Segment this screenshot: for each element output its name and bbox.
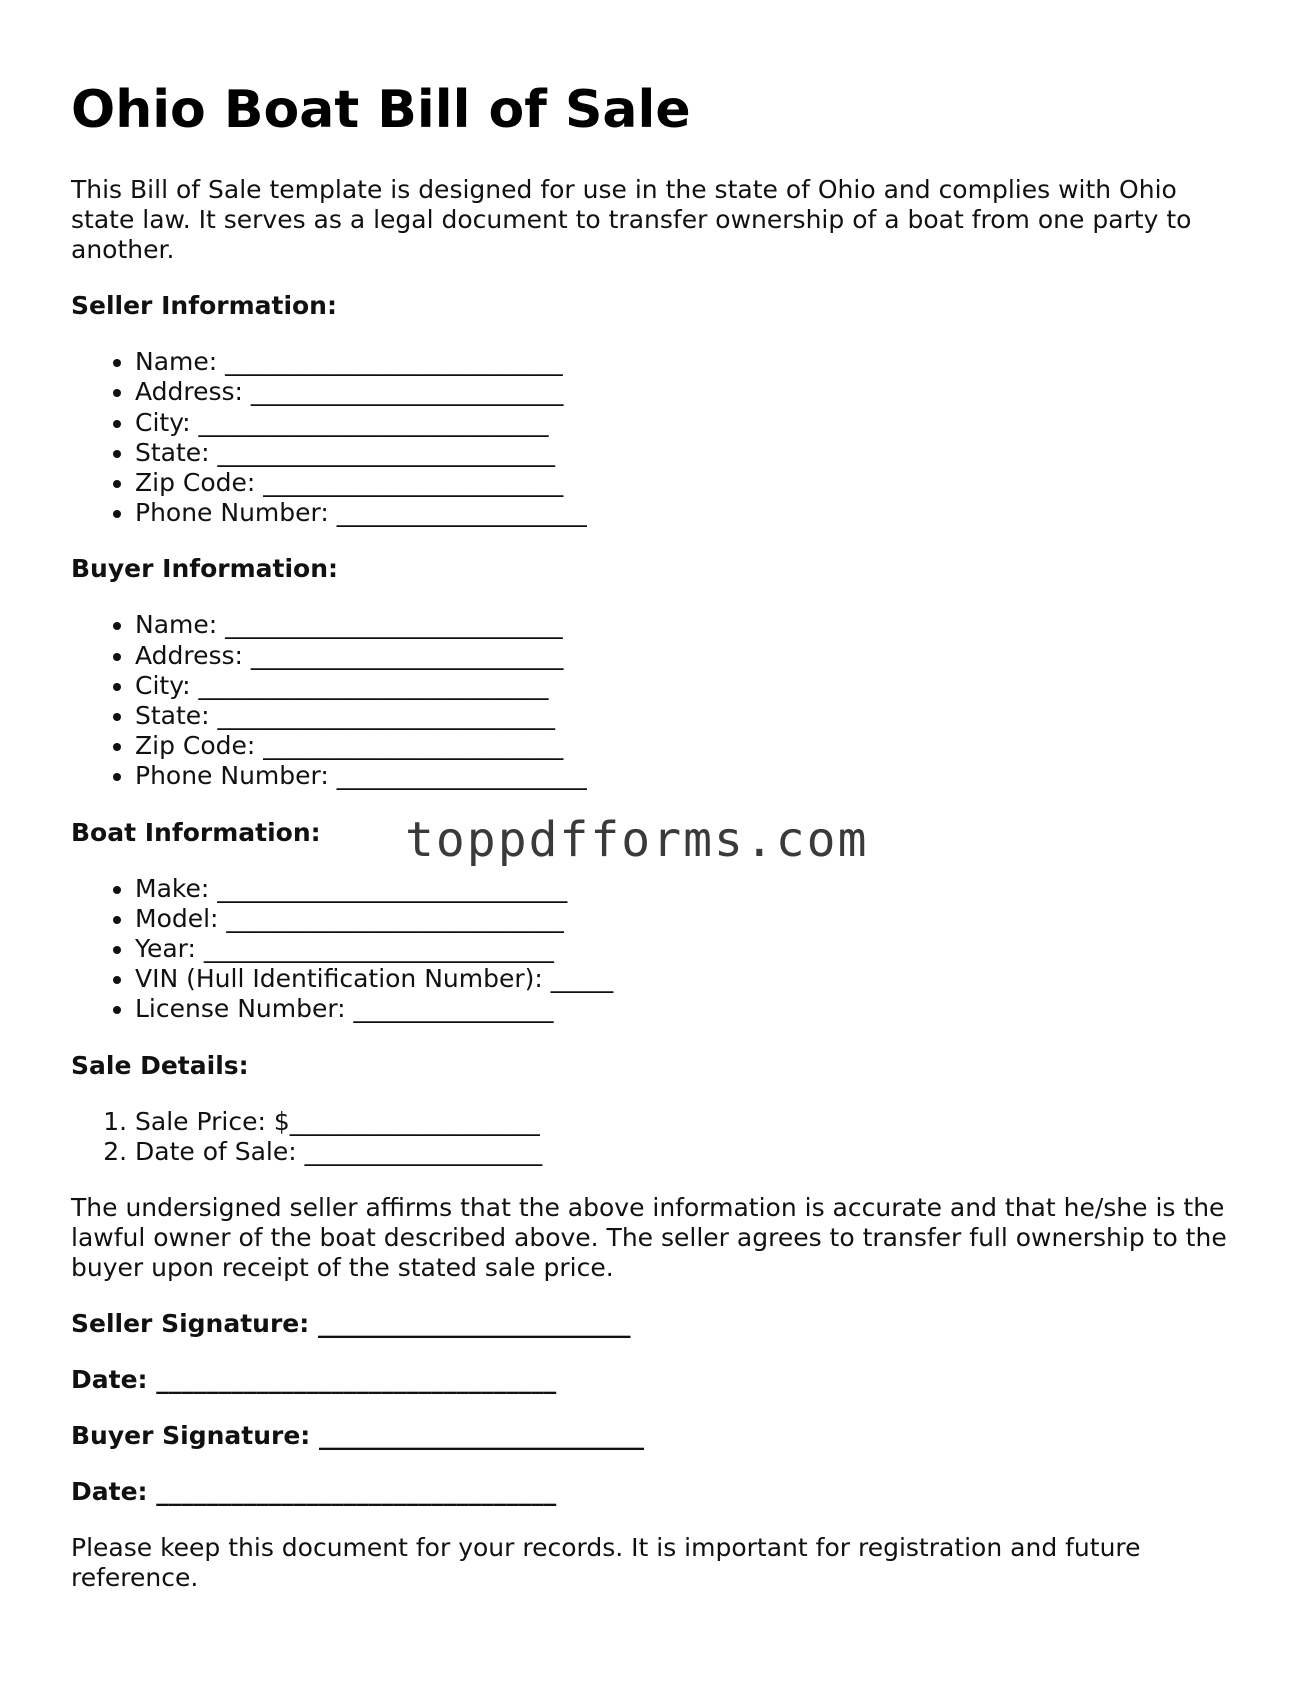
boat-model-field: • Model: ___________________________ (135, 904, 1241, 934)
buyer-zip-field: • Zip Code: ________________________ (135, 731, 1241, 761)
page-title: Ohio Boat Bill of Sale (71, 80, 691, 140)
seller-address-field: • Address: _________________________ (135, 377, 1241, 407)
sale-price-field: 1. Sale Price: $____________________ (135, 1107, 1241, 1137)
boat-make-field: • Make: ____________________________ (135, 874, 1241, 904)
watermark: toppdfforms.com (405, 812, 869, 868)
buyer-section-heading: Buyer Information: (71, 554, 339, 584)
boat-license-field: • License Number: ________________ (135, 994, 1241, 1024)
buyer-signature-line: Buyer Signature: __________________________ (71, 1421, 645, 1451)
buyer-name-field: • Name: ___________________________ (135, 610, 1241, 640)
buyer-address-field: • Address: _________________________ (135, 641, 1241, 671)
seller-section-heading: Seller Information: (71, 291, 337, 321)
seller-date-line: Date: ________________________________ (71, 1365, 557, 1395)
sale-field-list (71, 1107, 1241, 1167)
buyer-field-list (71, 610, 1241, 791)
seller-city-field: • City: ____________________________ (135, 408, 1241, 438)
buyer-city-field: • City: ____________________________ (135, 671, 1241, 701)
seller-field-list (71, 347, 1241, 528)
seller-phone-field: • Phone Number: ____________________ (135, 498, 1241, 528)
sale-date-field: 2. Date of Sale: ___________________ (135, 1137, 1241, 1167)
boat-section-heading: Boat Information: (71, 817, 321, 847)
buyer-state-field: • State: ___________________________ (135, 701, 1241, 731)
affirmation-paragraph: The undersigned seller affirms that the above information is accurate and that he/she is the lawful owner of the boat described above. The seller agrees to transfer full ownership to the buyer upon receipt of the stated sale price. (71, 1193, 1227, 1283)
seller-signature-line: Seller Signature: _________________________ (71, 1309, 631, 1339)
boat-vin-field: • VIN (Hull Identification Number): _____ (135, 964, 1241, 994)
boat-year-field: • Year: ____________________________ (135, 934, 1241, 964)
boat-field-list (71, 874, 1241, 1025)
intro-paragraph: This Bill of Sale template is designed for use in the state of Ohio and complies with Ohio state law. It serves as a legal document to transfer ownership of a boat from one party to another. (71, 175, 1192, 265)
buyer-date-line: Date: ________________________________ (71, 1477, 557, 1507)
seller-zip-field: • Zip Code: ________________________ (135, 468, 1241, 498)
buyer-phone-field: • Phone Number: ____________________ (135, 761, 1241, 791)
sale-section-heading: Sale Details: (71, 1050, 249, 1080)
seller-state-field: • State: ___________________________ (135, 438, 1241, 468)
closing-paragraph: Please keep this document for your records. It is important for registration and future reference. (71, 1533, 1141, 1593)
seller-name-field: • Name: ___________________________ (135, 347, 1241, 377)
